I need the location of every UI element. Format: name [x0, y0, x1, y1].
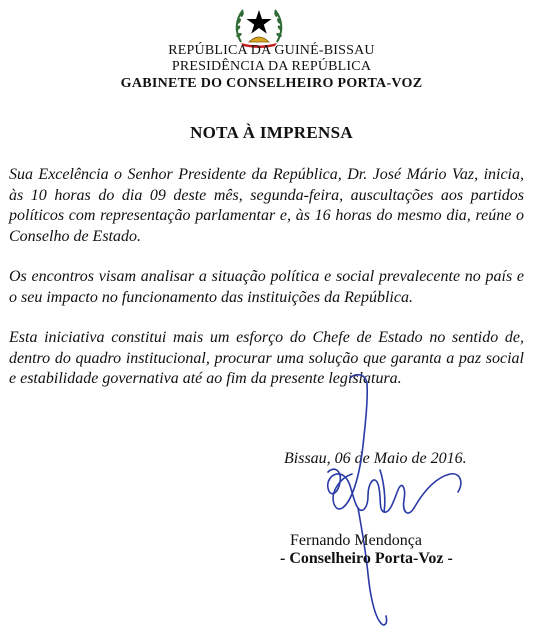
document-title: NOTA À IMPRENSA	[190, 123, 353, 142]
paragraph-initiative: Esta iniciativa constitui mais um esforço do Chefe de Estado no sentido de, dentro do quadro institucional, procurar uma solução que garanta a paz social e estabilidade governativa até ao fim da presente legislatura.	[9, 329, 524, 387]
handwritten-signature	[322, 370, 472, 632]
republic-heading: REPÚBLICA DA GUINÉ-BISSAU	[168, 43, 375, 58]
signatory-name: Fernando Mendonça	[290, 532, 422, 549]
place-and-date: Bissau, 06 de Maio de 2016.	[284, 450, 467, 467]
national-coat-of-arms-icon	[231, 2, 287, 48]
office-heading: GABINETE DO CONSELHEIRO PORTA-VOZ	[120, 76, 423, 91]
paragraph-purpose: Os encontros visam analisar a situação política e social prevalecente no país e o seu impacto no funcionamento das instituições da República.	[9, 268, 524, 306]
signatory-role: - Conselheiro Porta-Voz -	[280, 550, 453, 567]
paragraph-announcement: Sua Excelência o Senhor Presidente da República, Dr. José Mário Vaz, inicia, às 10 horas do dia 09 deste mês, segunda-feira, auscultações aos partidos políticos com representação parlamentar e, às 16 horas do mesmo dia, reúne o Conselho de Estado.	[9, 166, 524, 245]
presidency-heading: PRESIDÊNCIA DA REPÚBLICA	[171, 59, 372, 74]
